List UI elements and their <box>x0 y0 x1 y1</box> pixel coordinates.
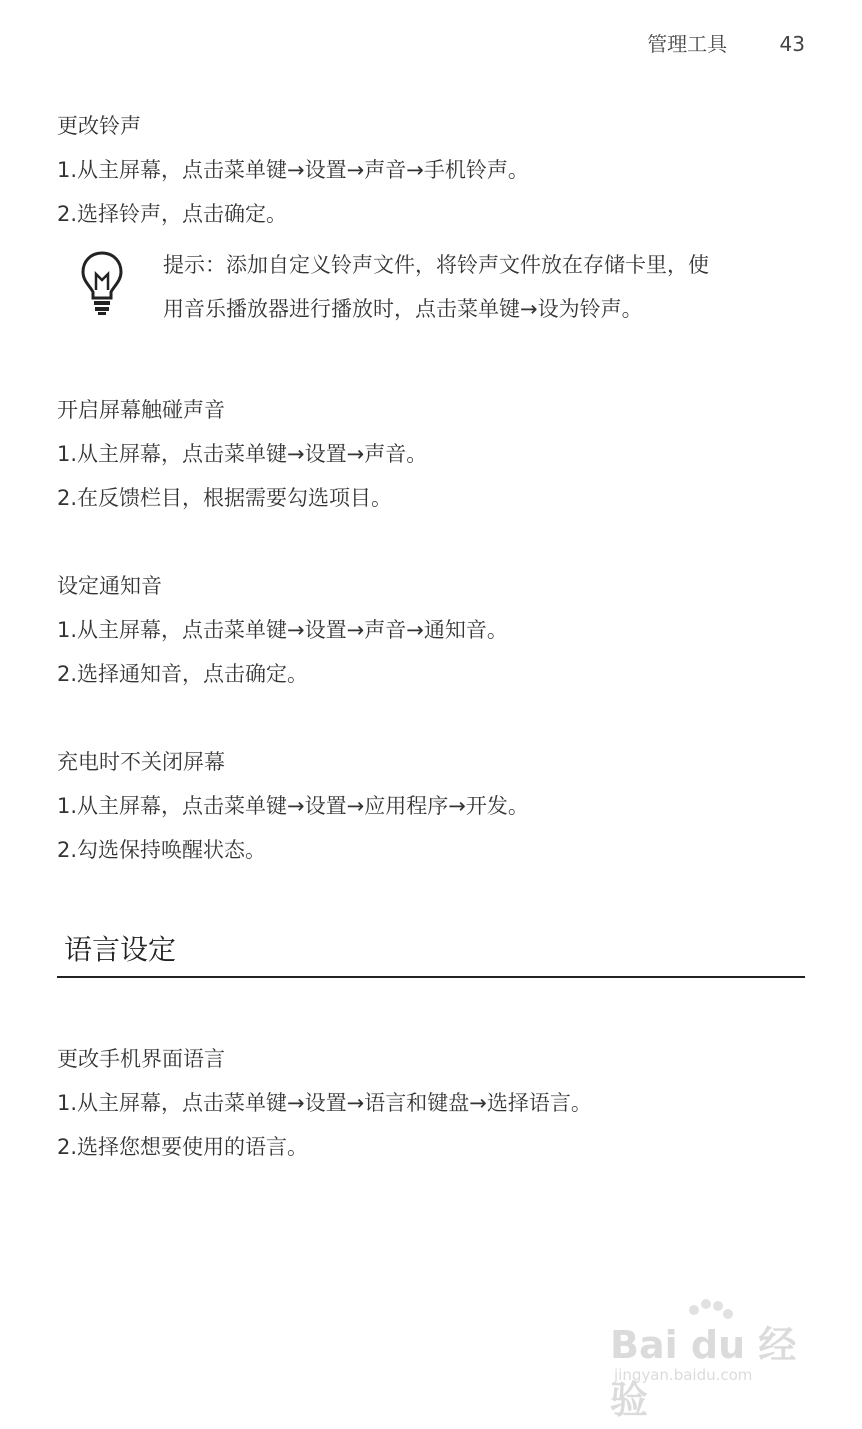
section-heading: 更改手机界面语言 <box>57 1047 225 1071</box>
watermark-logo-text: Bai du 经验 <box>610 1323 797 1422</box>
tip-text <box>163 243 803 331</box>
step-text: 1.从主屏幕，点击菜单键→设置→声音→手机铃声。 <box>57 158 529 182</box>
step-text: 1.从主屏幕，点击菜单键→设置→应用程序→开发。 <box>57 794 529 818</box>
step-text: 2.选择通知音，点击确定。 <box>57 662 309 686</box>
baidu-watermark <box>610 1298 810 1422</box>
page-number: 43 <box>779 32 805 56</box>
section-title: 管理工具 <box>647 32 728 56</box>
chapter-title: 语言设定 <box>64 933 177 966</box>
section-heading: 更改铃声 <box>57 114 141 138</box>
lightbulb-icon <box>80 250 124 316</box>
section-heading: 开启屏幕触碰声音 <box>57 398 225 422</box>
step-text: 2.选择您想要使用的语言。 <box>57 1135 309 1159</box>
watermark-url: jingyan.baidu.com <box>614 1366 753 1384</box>
section-heading: 充电时不关闭屏幕 <box>57 750 225 774</box>
tip-line: 用音乐播放器进行播放时，点击菜单键→设为铃声。 <box>163 297 643 321</box>
chapter-divider <box>57 976 805 978</box>
step-text: 2.勾选保持唤醒状态。 <box>57 838 267 862</box>
step-text: 1.从主屏幕，点击菜单键→设置→声音→通知音。 <box>57 618 508 642</box>
step-text: 1.从主屏幕，点击菜单键→设置→语言和键盘→选择语言。 <box>57 1091 592 1115</box>
step-text: 2.选择铃声，点击确定。 <box>57 202 288 226</box>
section-heading: 设定通知音 <box>57 574 162 598</box>
step-text: 2.在反馈栏目，根据需要勾选项目。 <box>57 486 393 510</box>
step-text: 1.从主屏幕，点击菜单键→设置→声音。 <box>57 442 428 466</box>
page-header <box>647 28 805 57</box>
tip-line: 提示：添加自定义铃声文件，将铃声文件放在存储卡里，使 <box>163 253 709 277</box>
